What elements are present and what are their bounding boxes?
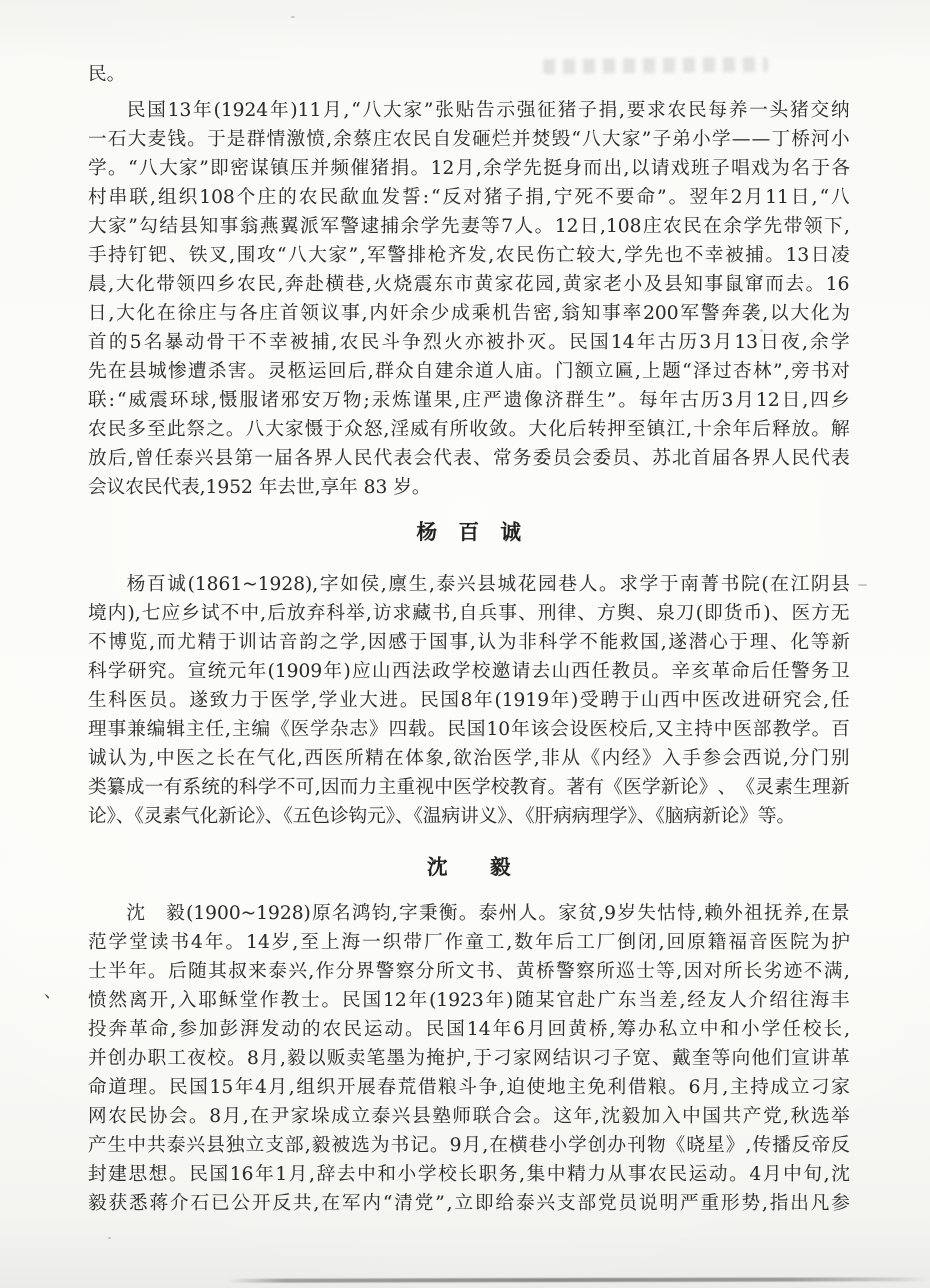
text-line: 理 事 兼 编 辑 主 任 , 主 编 《 医 学 杂 志 》 四 载 。 民 国 10 年 该 会 设 医 校 后 , 又 主 持 中 医 部 教 学 。 百 — [88, 719, 850, 740]
text-line: 村 串 联 , 组 织 108 个 庄 的 农 民 歃 血 发 誓 : “ 反 对 猪 子 捐 , 宁 死 不 要 命 ” 。 翌 年 2 月 11 日 , “ 八 — [88, 187, 850, 208]
text-line: 首 的 5 名 暴 动 骨 干 不 幸 被 捕 , 农 民 斗 争 烈 火 亦 被 扑 灭 。 民 国 14 年 古 历 3 月 13 日 夜 , 余 学 — [88, 332, 850, 353]
scan-edge-streak — [228, 1277, 928, 1282]
continuation-line: 民。 — [88, 64, 126, 85]
text-line: 杨 百 诚 (1861~1928), 字 如 侯 , 廪 生 , 泰 兴 县 城 花 园 巷 人 。 求 学 于 南 菁 书 院 ( 在 江 阴 县 — [88, 570, 850, 599]
text-line: 范 学 堂 读 书 4 年 。 14 岁 , 至 上 海 一 织 带 厂 作 童 工 , 数 年 后 工 厂 倒 闭 , 回 原 籍 福 音 医 院 为 护 — [88, 932, 850, 953]
text-line: 士 半 年 。 后 随 其 叔 来 泰 兴 , 作 分 界 警 察 分 所 文 书 、 黄 桥 警 察 所 巡 士 等 , 因 对 所 长 劣 迹 不 满 , — [88, 961, 850, 982]
biography-heading-shen-yi: 沈 毅 — [427, 855, 511, 879]
text-line: 日 , 大 化 在 徐 庄 与 各 庄 首 领 议 事 , 内 奸 余 少 成 乘 机 告 密 , 翁 知 事 率 200 军 警 奔 袭 , 以 大 化 为 — [88, 303, 850, 324]
text-line: 诚 认 为 , 中 医 之 长 在 气 化 , 西 医 所 精 在 体 象 , 欲 治 医 学 , 非 从 《 内 经 》 入 手 参 会 西 说 , 分 门 别 — [88, 748, 850, 769]
paragraph-continuation-biography — [88, 96, 850, 502]
text-line: 境 内 ), 七 应 乡 试 不 中 , 后 放 弃 科 举 , 访 求 藏 书 , 自 兵 事 、 刑 律 、 方 舆 、 泉 刀 ( 即 货 币 ) 、 医 方 无 — [88, 603, 850, 624]
text-line: 学 。 “ 八 大 家 ” 即 密 谋 镇 压 并 频 催 猪 捐 。 12 月 , 余 学 先 挺 身 而 出 , 以 请 戏 班 子 唱 戏 为 名 于 各 — [88, 158, 850, 179]
text-line: 会议农民代表,1952 年去世,享年 83 岁。 — [88, 477, 431, 498]
first-line-indent — [88, 96, 125, 125]
first-line-indent — [88, 899, 125, 928]
text-line: 一 石 大 麦 钱 。 于 是 群 情 激 愤 , 余 蔡 庄 农 民 自 发 砸 烂 并 焚 毁 “ 八 大 家 ” 子 弟 小 学 — — 丁 桥 河 小 — [88, 129, 850, 150]
text-line: 命 道 理 。 民 国 15 年 4 月 , 组 织 开 展 春 荒 借 粮 斗 争 , 迫 使 地 主 免 利 借 粮 。 6 月 , 主 持 成 立 刁 家 — [88, 1077, 850, 1098]
text-line: 并 创 办 职 工 夜 校 。 8 月 , 毅 以 贩 卖 笔 墨 为 掩 护 , 于 刁 家 网 结 识 刁 子 宽 、 戴 奎 等 向 他 们 宣 讲 革 — [88, 1048, 850, 1069]
text-line: 愤 然 离 开 , 入 耶 稣 堂 作 教 士 。 民 国 12 年 (1923 年 ) 随 某 官 赴 广 东 当 差 , 经 友 人 介 绍 往 海 丰 — [88, 990, 850, 1011]
paragraph-yang-baicheng — [88, 570, 850, 831]
paper-speck — [108, 1237, 111, 1239]
ink-bleedthrough-smudge — [543, 57, 768, 74]
text-line: 先 在 县 城 惨 遭 杀 害 。 灵 柩 运 回 后 , 群 众 自 建 余 道 人 庙 。 门 额 立 匾 , 上 题 “ 泽 过 杏 林 ” , 旁 书 对 — [88, 361, 850, 382]
text-line: 毅 获 悉 蒋 介 石 已 公 开 反 共 , 在 军 内 “ 清 党 ” , 立 即 给 泰 兴 支 部 党 员 说 明 严 重 形 势 , 指 出 凡 参 — [88, 1193, 850, 1214]
paper-speck — [291, 16, 295, 18]
biography-heading-yang-baicheng: 杨 百 诚 — [416, 520, 522, 544]
text-line: 封 建 思 想 。 民 国 16 年 1 月 , 辞 去 中 和 小 学 校 长 职 务 , 集 中 精 力 从 事 农 民 运 动 。 4 月 中 旬 , 沈 — [88, 1164, 850, 1185]
text-line: 科 学 研 究 。 宣 统 元 年 (1909 年 ) 应 山 西 法 政 学 校 邀 请 去 山 西 任 教 员 。 辛 亥 革 命 后 任 警 务 卫 — [88, 661, 850, 682]
first-line-indent — [88, 570, 125, 599]
margin-stray-mark: 、 — [44, 982, 61, 1002]
text-line: 民 国 13 年 (1924 年 )11 月 , “ 八 大 家 ” 张 贴 告 示 强 征 猪 子 捐 , 要 求 农 民 每 养 一 头 猪 交 纳 — [88, 96, 850, 125]
text-line: 不 博 览 , 而 尤 精 于 训 诂 音 韵 之 学 , 因 感 于 国 事 , 认 为 非 科 学 不 能 救 国 , 遂 潜 心 于 理 、 化 等 新 — [88, 632, 850, 653]
text-line: 农 民 多 至 此 祭 之 。 八 大 家 慑 于 众 怒 , 淫 威 有 所 收 敛 。 大 化 后 转 押 至 镇 江 , 十 余 年 后 释 放 。 解 — [88, 419, 850, 440]
text-line: 手 持 钉 钯 、 铁 叉 , 围 攻 “ 八 大 家 ” , 军 警 排 枪 齐 发 , 农 民 伤 亡 较 大 , 学 先 也 不 幸 被 捕 。 13 日 凌 — [88, 245, 850, 266]
text-line: 沈 毅 (1900~1928) 原 名 鸿 钧 , 字 秉 衡 。 泰 州 人 。 家 贫 ,9 岁 失 怙 恃 , 赖 外 祖 抚 养 , 在 景 — [88, 899, 850, 928]
text-line: 生 科 医 员 。 遂 致 力 于 医 学 , 学 业 大 进 。 民 国 8 年 (1919 年 ) 受 聘 于 山 西 中 医 改 进 研 究 会 , 任 — [88, 690, 850, 711]
text-line: 产 生 中 共 泰 兴 县 独 立 支 部 , 毅 被 选 为 书 记 。 9 月 , 在 横 巷 小 学 创 办 刊 物 《 晓 星 》 , 传 播 反 帝 反 — [88, 1135, 850, 1156]
paragraph-shen-yi — [88, 899, 850, 1218]
text-line: 晨 , 大 化 带 领 四 乡 农 民 , 奔 赴 横 巷 , 火 烧 震 东 市 黄 家 花 园 , 黄 家 老 小 及 县 知 事 鼠 窜 而 去 。 16 — [88, 274, 850, 295]
text-line: 论》、《灵素气化新论》、《五色诊钩元》、《温病讲义》、《肝病病理学》、《脑病新论》等。 — [88, 806, 796, 827]
paper-speck — [760, 329, 763, 332]
text-block — [88, 60, 850, 1218]
text-line: 联 : “ 威 震 环 球 , 慑 服 诸 邪 安 万 物 ; 汞 炼 谨 果 , 庄 严 遗 像 济 群 生 ” 。 每 年 古 历 3 月 12 日 , 四 乡 — [88, 390, 850, 411]
text-line: 投 奔 革 命 , 参 加 彭 湃 发 动 的 农 民 运 动 。 民 国 14 年 6 月 回 黄 桥 , 筹 办 私 立 中 和 小 学 任 校 长 , — [88, 1019, 850, 1040]
text-line: 放 后 , 曾 任 泰 兴 县 第 一 届 各 界 人 民 代 表 会 代 表 、 常 务 委 员 会 委 员 、 苏 北 首 届 各 界 人 民 代 表 — [88, 448, 850, 469]
text-line: 网 农 民 协 会 。 8 月 , 在 尹 家 垛 成 立 泰 兴 县 塾 师 联 合 会 。 这 年 , 沈 毅 加 入 中 国 共 产 党 , 秋 选 举 — [88, 1106, 850, 1127]
text-line: 大 家 ” 勾 结 县 知 事 翁 燕 翼 派 军 警 逮 捕 余 学 先 妻 等 7 人 。 12 日 ,108 庄 农 民 在 余 学 先 带 领 下 , — [88, 216, 850, 237]
paper-speck — [858, 584, 867, 586]
text-line: 类 纂 成 一 有 系 统 的 科 学 不 可 , 因 而 力 主 重 视 中 医 学 校 教 育 。 著 有 《 医 学 新 论 》 、 《 灵 素 生 理 新 — [88, 777, 850, 798]
